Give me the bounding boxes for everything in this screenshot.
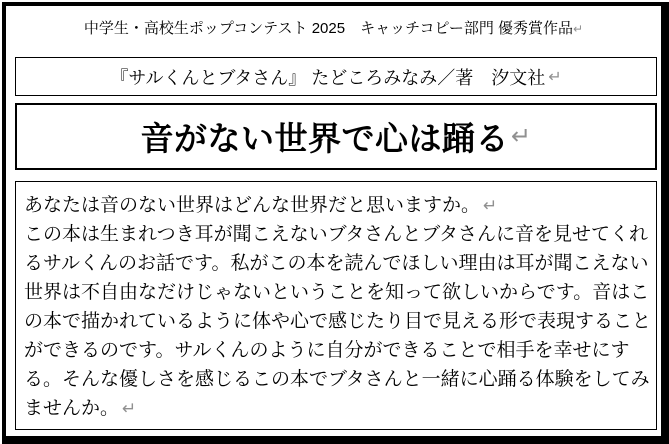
review-line-text: ませんか。 (24, 398, 120, 419)
review-line-text: あなたは音のない世界はどんな世界だと思いますか。 (24, 195, 481, 216)
review-text-box (15, 181, 657, 430)
contest-header-text: 中学生・高校生ポップコンテスト 2025 キャッチコピー部門 優秀賞作品 (83, 20, 574, 37)
review-line (24, 278, 650, 307)
review-line-text: る。そんな優しさを感じるこの本でブタさんと一緒に心踊る体験をしてみ (24, 369, 650, 390)
review-line (24, 365, 650, 394)
contest-header (6, 20, 661, 38)
review-line-text: ができるのです。サルくんのように自分ができることで相手を幸せにす (24, 340, 630, 361)
paragraph-mark: ↵ (122, 399, 137, 418)
catch-copy-text: 音がない世界で心は踊る (140, 120, 509, 157)
book-info-box (15, 57, 657, 96)
review-line (24, 336, 650, 365)
review-line-text: 世界は不自由なだけじゃないということを知って欲しいからです。音はこ (24, 282, 650, 303)
paragraph-mark: ↵ (573, 22, 584, 36)
paragraph-mark: ↵ (548, 68, 562, 86)
paragraph-mark: ↵ (483, 196, 498, 215)
review-line (24, 394, 650, 423)
review-line-text: この本は生まれつき耳が聞こえないブタさんとブタさんに音を見せてくれ (24, 224, 648, 245)
catch-copy-box (15, 103, 657, 170)
review-line-text: るサルくんのお話です。私がこの本を読んでほしい理由は耳が聞こえない (24, 253, 649, 274)
review-line (24, 191, 650, 220)
paragraph-mark: ↵ (510, 123, 532, 150)
book-info-text: 『サルくんとブタさん』 たどころみなみ／著 汐文社 (110, 67, 546, 88)
review-line-text: の本で描かれているように体や心で感じたり目で見える形で表現すること (24, 311, 652, 332)
review-line (24, 307, 650, 336)
review-line (24, 220, 650, 249)
review-line (24, 249, 650, 278)
page-border-frame (2, 2, 669, 444)
